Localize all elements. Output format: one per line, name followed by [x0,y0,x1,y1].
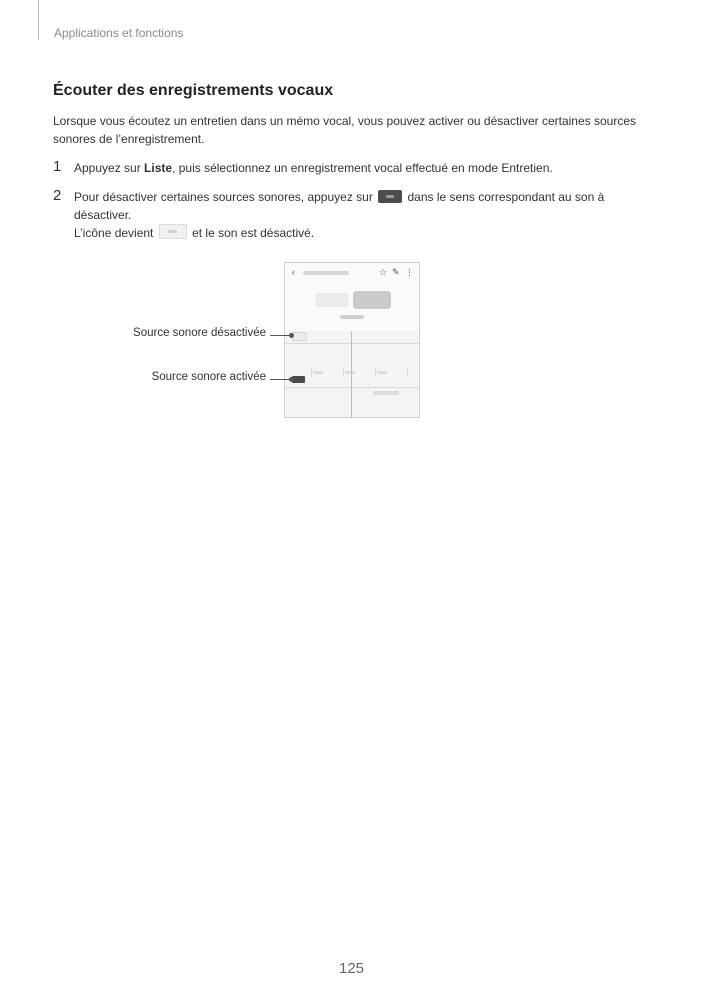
step-2-text [74,188,654,242]
step-number-1: 1 [53,158,62,175]
intro-paragraph: Lorsque vous écoutez un entretien dans un mémo vocal, vous pouvez activer ou désactiver certaines sources sonores de l’enregistrement. [53,114,636,146]
sound-source-off-button[interactable] [292,332,307,341]
edit-icon: ✎ [392,267,400,277]
step-2-line2-after: et le son est désactivé. [188,226,315,240]
playhead [351,331,352,417]
recording-title-blurred [303,271,349,275]
sound-source-on-icon [378,190,402,203]
time-tick-label-blurred [345,371,355,374]
step-number-2: 2 [53,187,62,204]
step-1-bold-liste: Liste [144,161,173,175]
step-2-line2-before: L’icône devient [74,226,157,240]
step-2-part1: Pour désactiver certaines sources sonores, appuyez sur [74,190,377,204]
sound-source-off-icon [159,224,187,239]
step-1-text [74,159,654,177]
track-divider [285,387,419,388]
page-number: 125 [338,960,365,977]
bottom-label-blurred [373,391,399,395]
section-header: Applications et fonctions [54,26,184,40]
phone-screenshot [284,262,420,418]
time-tick-label-blurred [313,371,323,374]
time-tick-label-blurred [377,371,387,374]
track-divider [285,343,419,344]
total-time-blurred [340,315,364,319]
playback-timer-blurred [353,291,391,309]
page-title: Écouter des enregistrements vocaux [53,82,334,99]
timer-previous-blurred [315,293,349,307]
time-tick [343,367,344,377]
step-1-before: Appuyez sur [74,161,145,175]
time-tick [375,367,376,377]
callout-dot [289,377,294,382]
callout-dot [289,333,294,338]
more-options-icon: ⋮ [405,267,414,277]
time-tick [407,367,408,377]
step-1-after: , puis sélectionnez un enregistrement vocal effectué en mode Entretien. [172,161,553,175]
phone-app-bar [285,263,419,283]
step-2-part2: dans le sens correspondant au son à désactiver. [74,190,605,222]
star-icon: ☆ [379,267,388,277]
header-rule [38,0,39,40]
callout-source-on-label: Source sonore activée [151,371,266,383]
back-icon: ‹ [292,267,295,277]
time-tick [311,367,312,377]
callout-source-off-label: Source sonore désactivée [133,327,266,339]
